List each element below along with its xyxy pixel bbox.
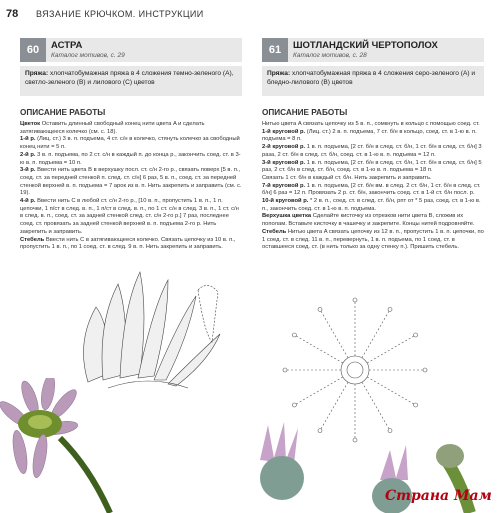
instruction-paragraph xyxy=(20,167,242,198)
instruction-paragraph xyxy=(262,213,484,228)
section-heading: ОПИСАНИЕ РАБОТЫ xyxy=(262,108,348,117)
chart-spoke-tip xyxy=(292,333,296,337)
yarn-label: Пряжа: xyxy=(25,70,49,77)
instruction-text: Связать 1 ст. б/н в каждый ст. б/н. Нить закрепить и заправить. xyxy=(262,174,432,181)
chart-spoke-tip xyxy=(292,403,296,407)
instruction-text: (Лиц. ст.) 2 в. п. подъема, 7 ст. б/н в кольцо, соед. ст. в 1-ю в. п. подъема = 8 п. xyxy=(262,128,477,143)
instruction-text: Ввести нить C в затягивающееся колечко. Связать цепочку из 10 в. п., пропустить 1 в. п., по 1 соед. ст. в след. 9 в. п. Нить закрепить и заправить. xyxy=(20,236,236,251)
instruction-text: Оставить длинный свободный конец нити цвета A и сделать затягивающееся колечко (см. с. 18). xyxy=(20,121,205,135)
instruction-paragraph xyxy=(262,229,484,252)
instruction-text: Нитью цвета A связать цепочку из 5 в. п., сомкнуть в кольцо с помощью соед. ст. xyxy=(262,121,480,127)
instruction-text: Ввести нить цвета B в верхушку посл. ст. с/н 2-го р., связать поверх [5 в. п., соед. ст. за передней стенкой п. след. ст. с/н] 6 раз, 5 в. п., соед. ст. за передней стенкой верхней в. п. подъема = 7 арок из в. п. Нить закрепить и заправить (см. с. 19). xyxy=(20,167,242,197)
pattern-number: 61 xyxy=(262,38,288,62)
instructions xyxy=(20,121,242,252)
instruction-step-label: 1-й круговой р. xyxy=(262,128,306,135)
running-title: ВЯЗАНИЕ КРЮЧКОМ. ИНСТРУКЦИИ xyxy=(36,9,204,19)
yarn-text: хлопчатобумажная пряжа в 4 сложения темно-зеленого (A), светло-зеленого (B) и лилового (C) цветов xyxy=(25,70,234,86)
chart-spoke-tip xyxy=(414,403,418,407)
section-heading: ОПИСАНИЕ РАБОТЫ xyxy=(20,108,106,117)
chart-spoke-tip xyxy=(388,307,392,311)
instruction-step-label: 2-й р. xyxy=(20,151,36,158)
instruction-text: 1 в. п. подъема, [2 ст. б/н вм. в след. 2 ст. б/н, 1 ст. б/н в след. ст. б/н] 6 раз = 12 п. Провязать 2 р. ст. б/н, закончить соед. ст. в 1-й ст. б/н посл. р. xyxy=(262,182,481,197)
instruction-text: 3 в. п. подъема, по 2 ст. с/н в каждый п. до конца р., закончить соед. ст. в 3-ю в. п. подъема = 10 п. xyxy=(20,151,241,166)
yarn-text: хлопчатобумажная пряжа в 4 сложения серо-зеленого (A) и бледно-лилового (B) цветов xyxy=(267,70,476,86)
pattern-thistle xyxy=(262,38,484,252)
instruction-step-label: 1-й р. xyxy=(20,136,36,143)
pattern-header xyxy=(262,38,484,62)
page-header xyxy=(0,0,500,30)
yarn-box xyxy=(20,66,242,96)
yarn-label: Пряжа: xyxy=(267,70,291,77)
instruction-paragraph xyxy=(20,136,242,151)
instruction-paragraph xyxy=(262,144,484,159)
page-number: 78 xyxy=(6,8,19,20)
aster-chart-diagram xyxy=(68,262,238,392)
instruction-paragraph xyxy=(262,183,484,198)
instruction-text: (Лиц. ст.) 3 в. п. подъема, 4 ст. с/н в колечко, стянуть колечко за свободный конец нити = 5 п. xyxy=(20,136,240,151)
chart-spoke-tip xyxy=(423,368,427,372)
instruction-text: Ввести нить C в любой ст. с/н 2-го р., [10 в. п., пропустить 1 в. п., 1 п. цепочки, 1 п/ст в след. в. п., 1 п/ст в след. в. п., по 1 ст. с/н в след. 3 в. п., 1 ст. с/н в след. в. п., соед. ст. за задней стенкой след. ст. с/н 2-го р.] 7 раз, последнее соед. ст. провязать за задней стенкой верхней в. п. подъема 2-го р. Нить закрепить и заправить. xyxy=(20,198,239,235)
instruction-step-label: Верхушка цветка xyxy=(262,213,312,220)
chart-spoke-tip xyxy=(318,307,322,311)
instruction-step-label: 2-й круговой р. xyxy=(262,144,306,151)
instruction-text: 1 в. п. подъема, [2 ст. б/н в след. ст. б/н, 1 ст. б/н в след. ст. б/н] 5 раз, 2 ст. б/н в след. ст. б/н, соед. ст. в 1-ю в. п. подъема = 18 п. xyxy=(262,159,482,174)
chart-spoke xyxy=(320,309,348,357)
chart-spoke-tip xyxy=(353,298,357,302)
instruction-paragraph xyxy=(20,198,242,237)
instruction-step-label: Стебель xyxy=(262,228,287,235)
chart-spoke-tip xyxy=(283,368,287,372)
instruction-step-label: 4-й р. xyxy=(20,198,36,205)
instruction-step-label: 3-й р. xyxy=(20,167,36,174)
instruction-step-label: 10-й круговой р. xyxy=(262,198,309,205)
instruction-paragraph xyxy=(20,237,242,252)
pattern-number: 60 xyxy=(20,38,46,62)
instruction-text: Нитью цвета A связать цепочку из 12 в. п., пропустить 1 в. п. цепочки, по 1 соед. ст. в след. 11 в. п., перевернуть, 1 в. п. подъема, по 1 соед. ст. в оставшееся соед. ст. (в нить только за одну стенку п.). Пришить стебель. xyxy=(262,228,484,251)
instruction-paragraph xyxy=(262,160,484,175)
catalog-reference: Каталог мотивов, с. 28 xyxy=(293,52,367,59)
instruction-text: * 2 в. п., соед. ст. в след. ст. б/н, рпт от * 5 раз, соед. ст. в 1-ю в. п., закончить соед. ст. в 1-ю в. п. подъема. xyxy=(262,198,481,212)
instruction-step-label: 3-й круговой р. xyxy=(262,159,306,166)
aster-flower-image xyxy=(0,378,140,513)
instruction-step-label: Стебель xyxy=(20,236,45,243)
chart-spoke xyxy=(294,335,342,363)
pattern-header xyxy=(20,38,242,62)
instruction-paragraph xyxy=(20,152,242,167)
pattern-title: АСТРА xyxy=(51,40,83,51)
chart-spoke xyxy=(367,377,415,405)
chart-spoke xyxy=(367,335,415,363)
chart-spoke xyxy=(362,309,390,357)
instruction-paragraph xyxy=(262,175,484,183)
chart-spoke xyxy=(294,377,342,405)
watermark: Страна Мам xyxy=(385,488,492,504)
yarn-box xyxy=(262,66,484,96)
instruction-text: Сделайте кисточку из отрезков нити цвета B, сложив их пополам. Вставьте кисточку в чашечку и закрепите. Концы нитей подровняйте. xyxy=(262,213,475,228)
instruction-paragraph xyxy=(262,121,484,129)
instruction-step-label: Цветок xyxy=(20,121,41,127)
instruction-step-label: 7-й круговой р. xyxy=(262,182,306,189)
instruction-text: 1 в. п. подъема, [2 ст. б/н в след. ст. б/н, 1 ст. б/н в след. ст. б/н] 3 раза, 2 ст. б/н в след. ст. б/н, соед. ст. в 1-ю в. п. подъема = 12 п. xyxy=(262,144,482,158)
instruction-paragraph xyxy=(20,121,242,136)
instruction-paragraph xyxy=(262,198,484,213)
instructions xyxy=(262,121,484,252)
catalog-reference: Каталог мотивов, с. 29 xyxy=(51,52,125,59)
instruction-paragraph xyxy=(262,129,484,144)
pattern-astra xyxy=(20,38,242,252)
pattern-title: ШОТЛАНДСКИЙ ЧЕРТОПОЛОХ xyxy=(293,40,438,51)
chart-spoke-tip xyxy=(414,333,418,337)
